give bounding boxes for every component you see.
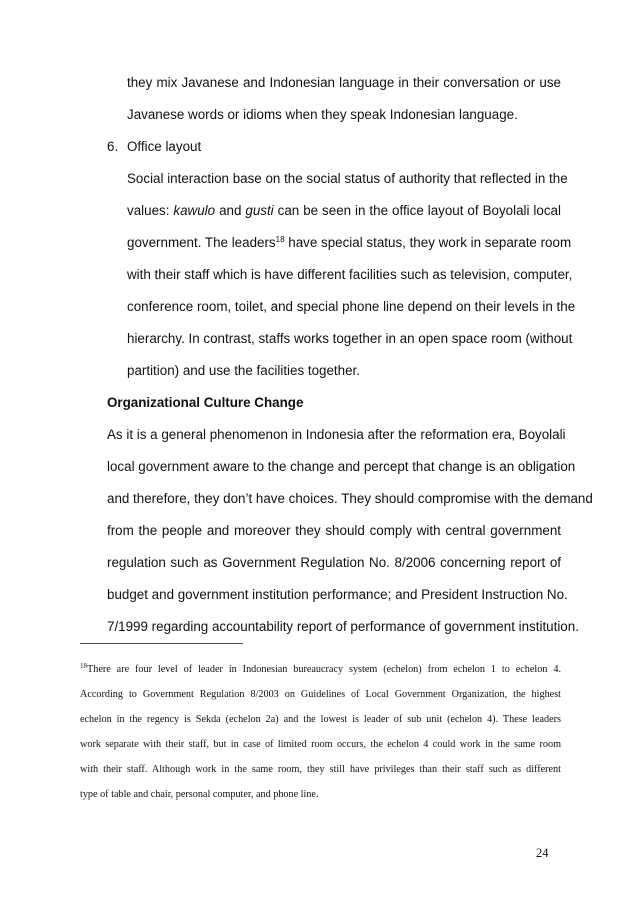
body-line: [127, 235, 572, 251]
text-span: government. The leaders: [127, 235, 276, 250]
footnote-reference: 18: [275, 235, 285, 244]
section-heading: Organizational Culture Change: [107, 395, 304, 410]
list-item-title: Office layout: [127, 139, 202, 154]
italic-term: gusti: [245, 203, 274, 218]
body-line: 7/1999 regarding accountability report of performance of government institution.: [107, 619, 579, 634]
body-line: Social interaction base on the social status of authority that reflected in the: [127, 171, 568, 186]
text-span: can be seen in the office layout of Boyolali local: [277, 203, 561, 218]
page-number: 24: [536, 846, 549, 860]
body-line: from the people and moreover they should comply with central government: [107, 523, 561, 538]
body-line: conference room, toilet, and special phone line depend on their levels in the: [127, 299, 576, 314]
body-line: partition) and use the facilities together.: [127, 363, 360, 378]
text-span: values:: [127, 203, 170, 218]
body-line: As it is a general phenomenon in Indonesia after the reformation era, Boyolali: [107, 427, 566, 442]
body-line: [127, 203, 561, 219]
body-line: budget and government institution performance; and President Instruction No.: [107, 587, 568, 602]
body-line: regulation such as Government Regulation No. 8/2006 concerning report of: [107, 555, 561, 570]
body-line: with their staff which is have different facilities such as television, computer,: [127, 267, 573, 282]
body-line: they mix Javanese and Indonesian language in their conversation or use: [127, 75, 561, 90]
text-span: There are four level of leader in Indonesian bureaucracy system (echelon) from echelon 1 to echelon 4.: [87, 664, 561, 675]
footnote-line: According to Government Regulation 8/2003 on Guidelines of Local Government Organization, the highest: [80, 689, 561, 700]
footnote-line: work separate with their staff, but in case of limited room occurs, the echelon 4 could work in the same room: [80, 739, 561, 750]
text-span: have special status, they work in separate room: [288, 235, 572, 250]
body-line: local government aware to the change and percept that change is an obligation: [107, 459, 576, 474]
footnote-line: [80, 663, 561, 676]
footnote-line: type of table and chair, personal computer, and phone line.: [80, 789, 319, 800]
body-line: Javanese words or idioms when they speak Indonesian language.: [127, 107, 518, 122]
italic-term: kawulo: [173, 203, 216, 218]
body-line: and therefore, they don’t have choices. They should compromise with the demand: [107, 491, 593, 506]
body-line: hierarchy. In contrast, staffs works together in an open space room (without: [127, 331, 573, 346]
footnote-line: echelon in the regency is Sekda (echelon 2a) and the lowest is leader of sub unit (echelon 4). These leaders: [80, 714, 561, 725]
text-span: and: [219, 203, 242, 218]
footnote-marker: 18: [80, 662, 87, 670]
list-number: 6.: [107, 139, 119, 154]
footnote-separator: [80, 643, 243, 644]
footnote-line: with their staff. Although work in the same room, they still have privileges than their staff such as different: [80, 764, 561, 775]
